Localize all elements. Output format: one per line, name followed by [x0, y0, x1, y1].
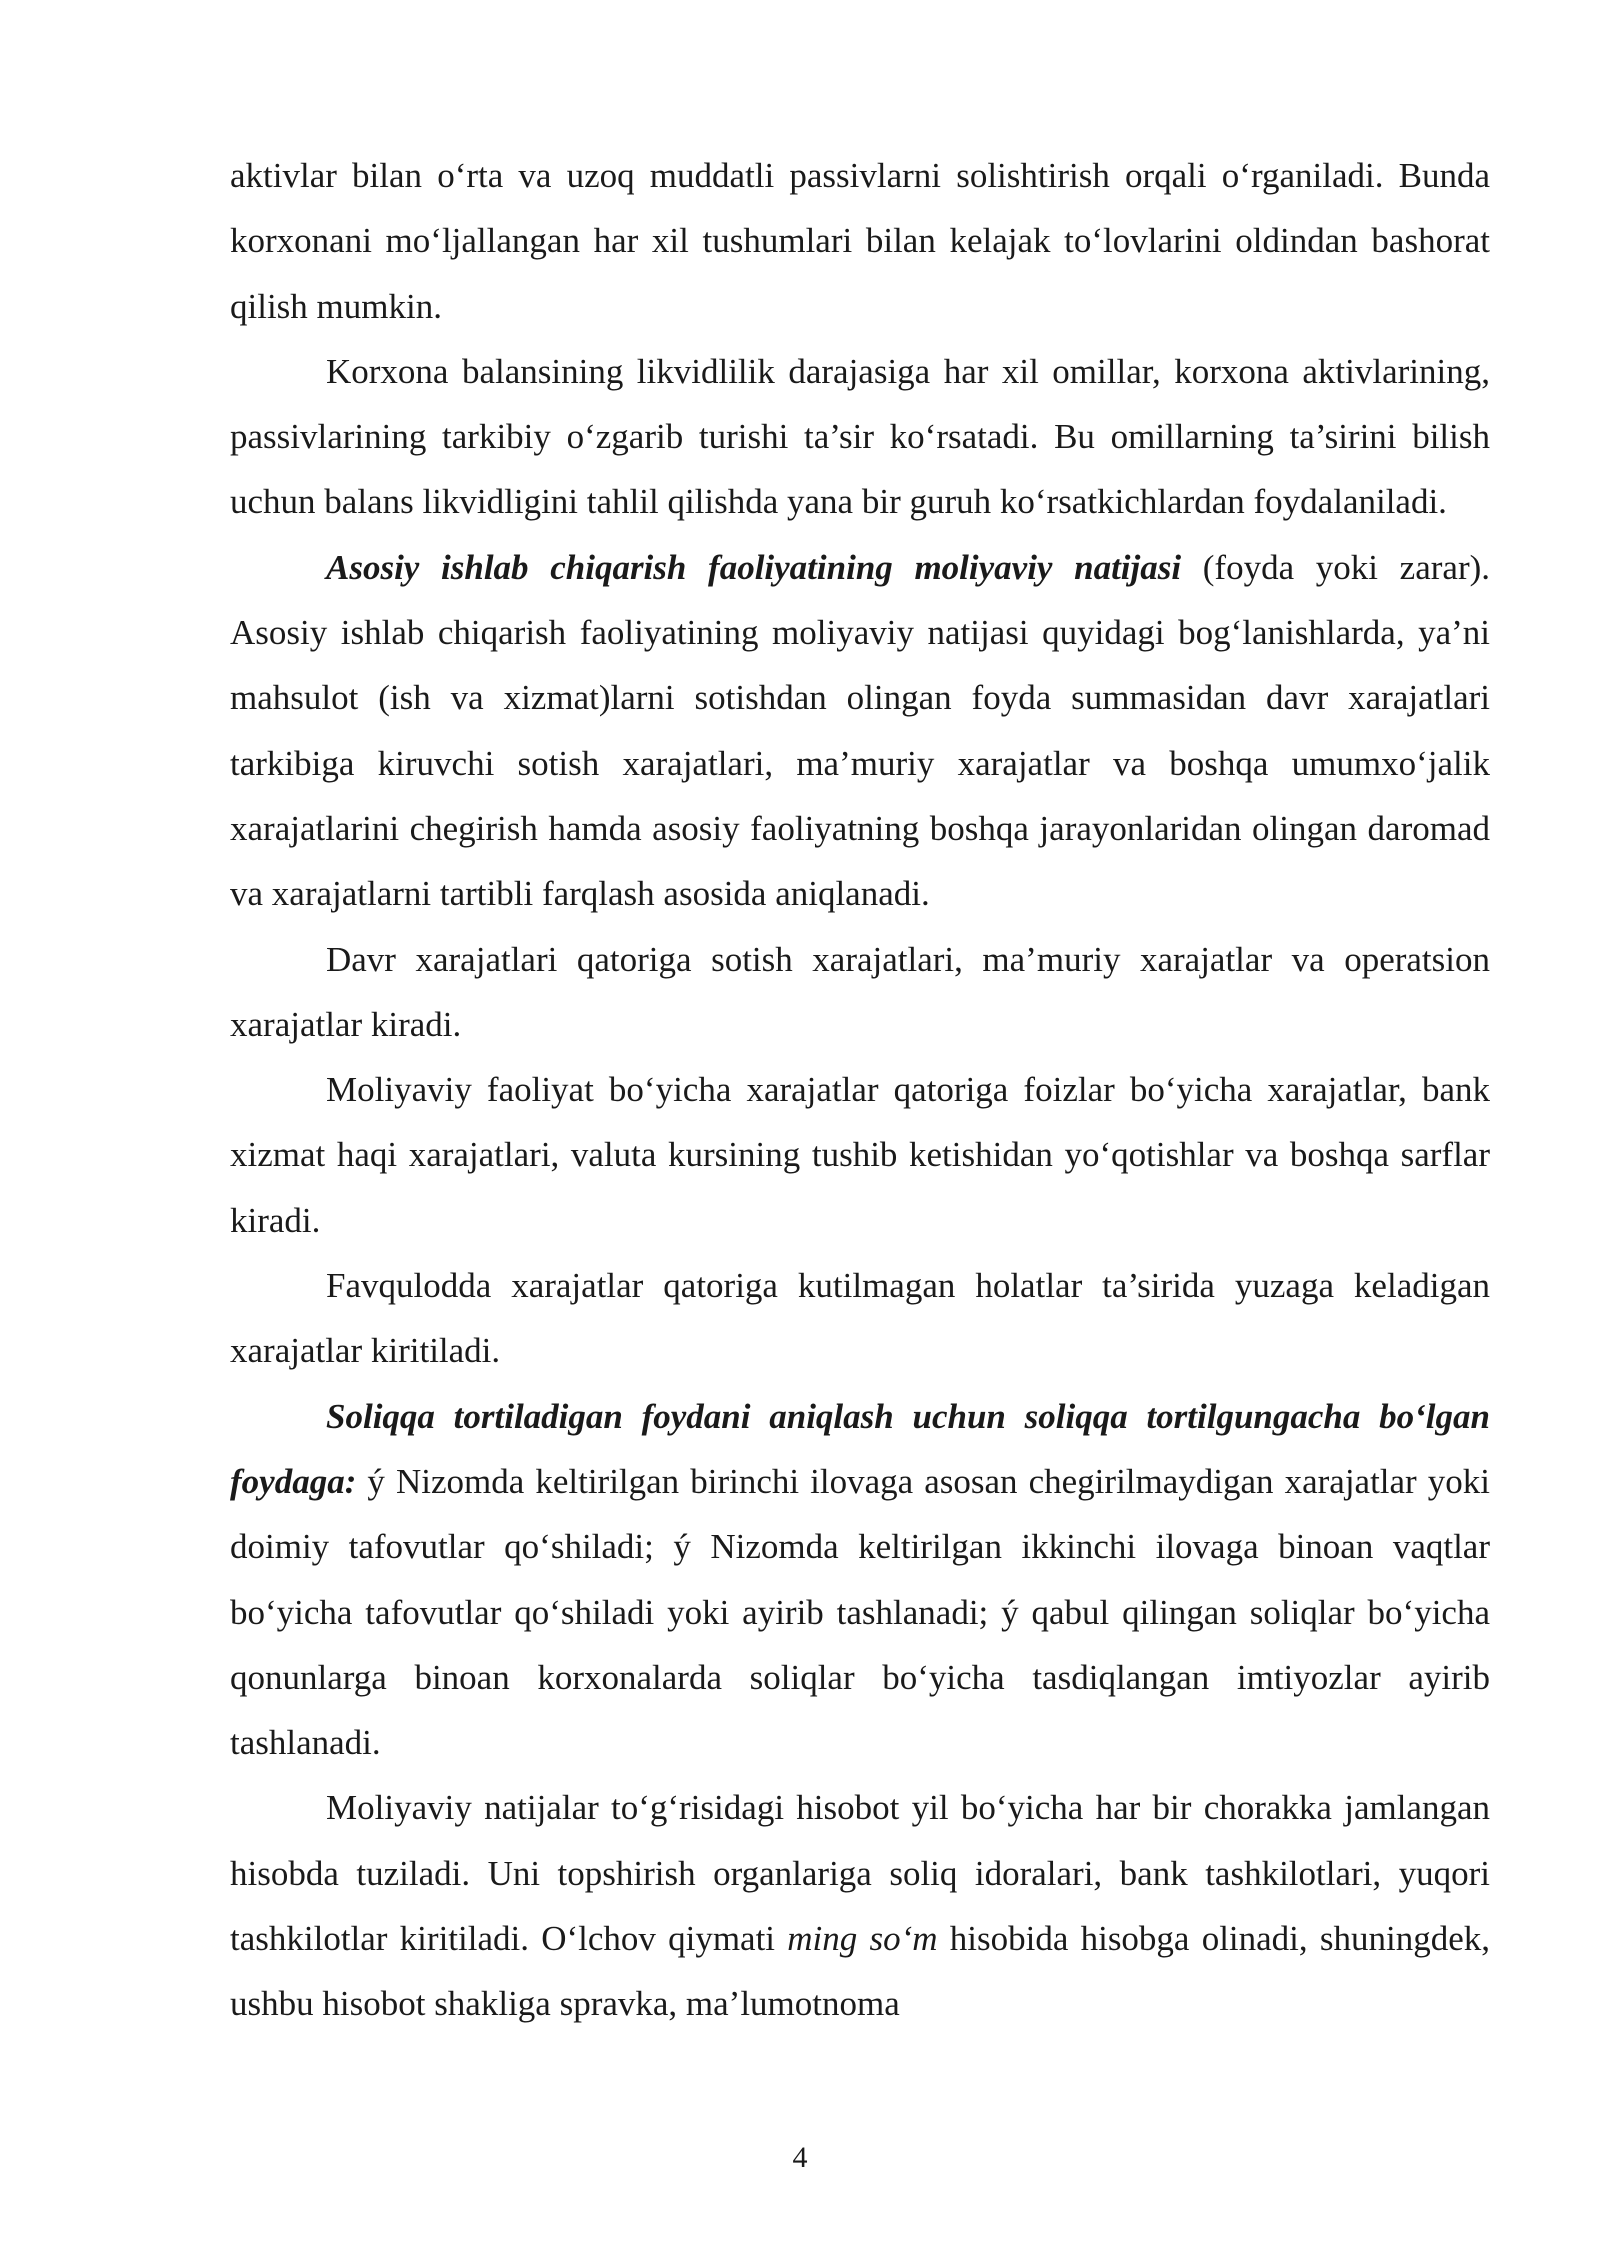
paragraph-report — [230, 1775, 1490, 2036]
emphasis-term: Soliqqa tortiladigan foydani aniqlash uchun soliqqa tortilgungacha bo‘lgan foydaga: — [230, 1396, 1490, 1501]
paragraph-text: (foyda yoki zarar). Asosiy ishlab chiqarish faoliyatining moliyaviy natijasi quyidagi bog‘lanishlarda, ya’ni mahsulot (ish va xizmat)larni sotishdan olingan foyda summasidan davr xarajatlari tarkibiga kiruvchi sotish xarajatlari, ma’muriy xarajatlar va boshqa umumxo‘jalik xarajatlarini chegirish hamda asosiy faoliyatning boshqa jarayonlaridan olingan daromad va xarajatlarni tartibli farqlash asosida aniqlanadi. — [230, 547, 1491, 914]
paragraph-text: aktivlar bilan o‘rta va uzoq muddatli passivlarni solishtirish orqali o‘rganiladi. Bunda korxonani mo‘ljallangan har xil tushumlari bilan kelajak to‘lovlarini oldindan bashorat qilish mumkin. — [230, 156, 1490, 326]
paragraph-text: Davr xarajatlari qatoriga sotish xarajatlari, ma’muriy xarajatlar va operatsion xarajatlar kiradi. — [230, 939, 1490, 1044]
emphasis-term: Asosiy ishlab chiqarish faoliyatining moliyaviy natijasi — [326, 547, 1182, 587]
document-page — [230, 143, 1490, 2037]
page-number: 4 — [792, 2141, 808, 2174]
paragraph-extraordinary-expenses — [230, 1253, 1490, 1384]
paragraph-text: Korxona balansining likvidlilik darajasiga har xil omillar, korxona aktivlarining, passivlarining tarkibiy o‘zgarib turishi ta’sir ko‘rsatadi. Bu omillarning ta’sirini bilish uchun balans likvidligini tahlil qilishda yana bir guruh ko‘rsatkichlardan foydalaniladi. — [230, 351, 1490, 522]
paragraph-text: ý Nizomda keltirilgan birinchi ilovaga asosan chegirilmaydigan xarajatlar yoki doimiy tafovutlar qo‘shiladi; ý Nizomda keltirilgan ikkinchi ilovaga binoan vaqtlar bo‘yicha tafovutlar qo‘shiladi yoki ayirib tashlanadi; ý qabul qilingan soliqlar bo‘yicha qonunlarga binoan korxonalarda soliqlar bo‘yicha tasdiqlangan imtiyozlar ayirib tashlanadi. — [230, 1461, 1490, 1763]
paragraph-text-after: hisobida hisobga olinadi, shuningdek, ushbu hisobot shakliga spravka, ma’lumotnoma — [230, 1919, 1490, 2024]
paragraph-period-expenses — [230, 927, 1490, 1058]
italic-unit: ming so‘m — [787, 1919, 938, 1959]
paragraph-taxable-profit — [230, 1384, 1490, 1776]
paragraph-financial-activity — [230, 1057, 1490, 1253]
paragraph-financial-result — [230, 535, 1490, 927]
paragraph-continuation — [230, 143, 1490, 339]
paragraph-text: Moliyaviy natijalar to‘g‘risidagi hisobot yil bo‘yicha har bir chorakka jamlangan hisobda tuziladi. Uni topshirish organlariga soliq idoralari, bank tashkilotlari, yuqori tashkilotlar kiritiladi. O‘lchov qiymati — [230, 1788, 1490, 1959]
paragraph-balance-liquidity — [230, 339, 1490, 535]
paragraph-text: Moliyaviy faoliyat bo‘yicha xarajatlar qatoriga foizlar bo‘yicha xarajatlar, bank xizmat haqi xarajatlari, valuta kursining tushib ketishidan yo‘qotishlar va boshqa sarflar kiradi. — [230, 1070, 1490, 1240]
paragraph-text: Favqulodda xarajatlar qatoriga kutilmagan holatlar ta’sirida yuzaga keladigan xarajatlar kiritiladi. — [230, 1266, 1490, 1371]
